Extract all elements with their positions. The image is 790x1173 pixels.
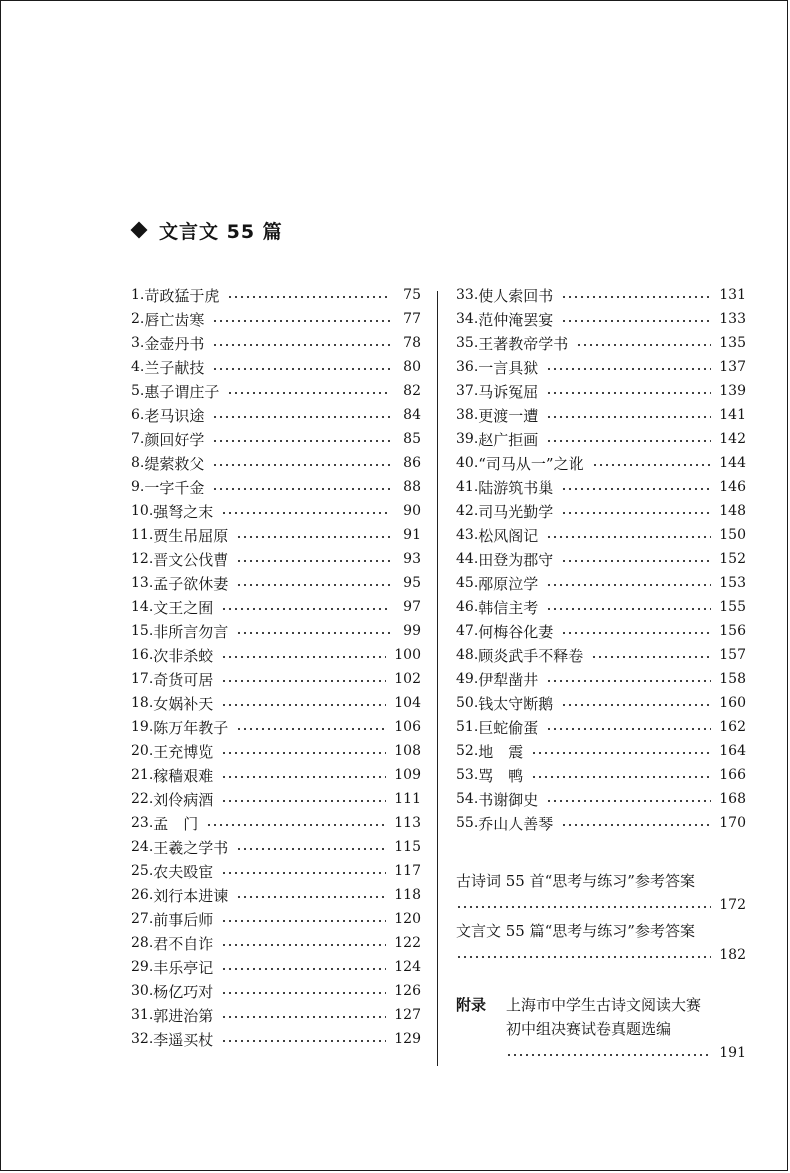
toc-entry-title: 陆游筑书巢 xyxy=(478,478,554,497)
toc-entry-title: 王充博览 xyxy=(153,742,214,761)
toc-entry-title: 杨亿巧对 xyxy=(153,982,214,1001)
toc-entry-number: 18. xyxy=(131,695,154,712)
toc-entry-page: 95 xyxy=(403,575,421,592)
toc-entry-number: 37. xyxy=(456,383,479,400)
toc-entry-number: 54. xyxy=(456,791,479,808)
toc-entry-page: 117 xyxy=(394,863,421,880)
dot-leader xyxy=(221,676,386,686)
toc-entry-title: 前事后师 xyxy=(153,910,214,929)
dot-leader xyxy=(561,316,711,326)
toc-entry-number: 12. xyxy=(131,551,154,568)
dot-leader xyxy=(212,364,391,374)
toc-entry-page: 155 xyxy=(719,599,746,616)
toc-entry[interactable] xyxy=(456,331,746,355)
dot-leader xyxy=(221,1012,386,1022)
toc-entry-page: 150 xyxy=(719,527,746,544)
toc-entry-title: 田登为郡守 xyxy=(478,550,554,569)
dot-leader xyxy=(212,340,391,350)
toc-entry-page: 82 xyxy=(403,383,421,400)
dot-leader xyxy=(561,508,711,518)
toc-entry-number: 19. xyxy=(131,719,154,736)
toc-entry[interactable] xyxy=(456,571,746,595)
dot-leader xyxy=(221,940,386,950)
toc-entry-number: 2. xyxy=(131,311,145,328)
toc-entry-number: 10. xyxy=(131,503,154,520)
toc-entry-page: 78 xyxy=(403,335,421,352)
toc-entry[interactable] xyxy=(131,979,421,1003)
dot-leader xyxy=(212,412,391,422)
toc-entry-page: 156 xyxy=(719,623,746,640)
answer-entry-title: 古诗词 55 首“思考与练习”参考答案 xyxy=(456,872,695,890)
toc-entry-title: 孟 门 xyxy=(153,814,199,833)
toc-entry-title: 唇亡齿寒 xyxy=(144,310,205,329)
section-heading xyxy=(131,216,283,244)
toc-entry-title: 晋文公伐曹 xyxy=(153,550,229,569)
toc-entry-page: 109 xyxy=(394,767,421,784)
dot-leader xyxy=(221,772,386,782)
toc-entry-number: 46. xyxy=(456,599,479,616)
dot-leader xyxy=(576,340,711,350)
toc-entry-number: 7. xyxy=(131,431,145,448)
toc-entry-title: 使人索回书 xyxy=(478,286,554,305)
toc-entry-number: 13. xyxy=(131,575,154,592)
answer-entry-page: 172 xyxy=(719,897,746,913)
toc-entry-page: 126 xyxy=(394,983,421,1000)
toc-entry-title: 李遥买杖 xyxy=(153,1030,214,1049)
toc-entry[interactable] xyxy=(456,451,746,475)
toc-entry-number: 30. xyxy=(131,983,154,1000)
dot-leader xyxy=(506,1050,711,1060)
toc-entry-page: 100 xyxy=(394,647,421,664)
toc-entry-title: 邴原泣学 xyxy=(478,574,539,593)
toc-entry-title: 农夫殴宦 xyxy=(153,862,214,881)
toc-entry-number: 52. xyxy=(456,743,479,760)
toc-entry-number: 5. xyxy=(131,383,145,400)
dot-leader xyxy=(531,748,711,758)
toc-entry-title: 文王之囿 xyxy=(153,598,214,617)
dot-leader xyxy=(236,724,386,734)
toc-entry-page: 137 xyxy=(719,359,746,376)
toc-entry-number: 24. xyxy=(131,839,154,856)
toc-entry-page: 120 xyxy=(394,911,421,928)
toc-entry-title: 更渡一遭 xyxy=(478,406,539,425)
toc-entry-number: 8. xyxy=(131,455,145,472)
toc-entry-title: 司马光勤学 xyxy=(478,502,554,521)
toc-entry-page: 91 xyxy=(403,527,421,544)
toc-entry-page: 148 xyxy=(719,503,746,520)
toc-entry[interactable] xyxy=(131,859,421,883)
dot-leader xyxy=(236,844,386,854)
toc-entry[interactable] xyxy=(456,355,746,379)
toc-entry-page: 153 xyxy=(719,575,746,592)
toc-entry-page: 99 xyxy=(403,623,421,640)
dot-leader xyxy=(456,952,711,962)
dot-leader xyxy=(221,796,386,806)
toc-entry[interactable] xyxy=(131,931,421,955)
toc-entry-number: 48. xyxy=(456,647,479,664)
toc-entry[interactable] xyxy=(456,595,746,619)
toc-entry-page: 162 xyxy=(719,719,746,736)
toc-entry-number: 27. xyxy=(131,911,154,928)
toc-entry-number: 31. xyxy=(131,1007,154,1024)
dot-leader xyxy=(206,820,386,830)
toc-entry-title: 骂 鸭 xyxy=(478,766,524,785)
dot-leader xyxy=(561,820,711,830)
toc-entry-title: 地 震 xyxy=(478,742,524,761)
dot-leader xyxy=(221,964,386,974)
toc-entry-number: 47. xyxy=(456,623,479,640)
toc-entry-title: 缇萦救父 xyxy=(144,454,205,473)
toc-entry[interactable] xyxy=(131,331,421,355)
toc-entry-number: 43. xyxy=(456,527,479,544)
toc-entry-number: 6. xyxy=(131,407,145,424)
dot-leader xyxy=(546,412,711,422)
toc-entry-title: 钱太守断鹅 xyxy=(478,694,554,713)
toc-entry-page: 118 xyxy=(394,887,421,904)
toc-entry[interactable] xyxy=(456,475,746,499)
toc-entry[interactable] xyxy=(131,1027,421,1051)
toc-entry-page: 97 xyxy=(403,599,421,616)
toc-entry[interactable] xyxy=(131,355,421,379)
toc-entry-page: 131 xyxy=(719,287,746,303)
toc-entry-title: 君不自诈 xyxy=(153,934,214,953)
toc-entry-number: 22. xyxy=(131,791,154,808)
toc-left-column xyxy=(131,283,421,1052)
toc-entry-title: 王著教帝学书 xyxy=(478,334,569,353)
dot-leader xyxy=(546,604,711,614)
toc-entry-number: 3. xyxy=(131,335,145,352)
toc-entry[interactable] xyxy=(456,307,746,331)
toc-entry-page: 129 xyxy=(394,1031,421,1048)
toc-entry-number: 38. xyxy=(456,407,479,424)
toc-entry[interactable] xyxy=(131,667,421,691)
toc-entry[interactable] xyxy=(456,403,746,427)
dot-leader xyxy=(227,388,391,398)
toc-entry[interactable] xyxy=(131,427,421,451)
toc-entry-page: 170 xyxy=(719,815,746,832)
dot-leader xyxy=(546,796,711,806)
toc-entry[interactable] xyxy=(456,643,746,667)
toc-entry-number: 44. xyxy=(456,551,479,568)
toc-entry-page: 124 xyxy=(394,959,421,976)
toc-entry-page: 122 xyxy=(394,935,421,952)
toc-entry-title: 刘行本进谏 xyxy=(153,886,229,905)
toc-entry-page: 102 xyxy=(394,671,421,688)
answer-entry[interactable] xyxy=(456,869,746,917)
dot-leader xyxy=(236,532,391,542)
toc-entry-number: 17. xyxy=(131,671,154,688)
toc-entry[interactable] xyxy=(131,739,421,763)
toc-entry-title: 松风阁记 xyxy=(478,526,539,545)
dot-leader xyxy=(212,436,391,446)
toc-entry[interactable] xyxy=(131,595,421,619)
toc-entry-number: 45. xyxy=(456,575,479,592)
toc-entry[interactable] xyxy=(456,427,746,451)
dot-leader xyxy=(221,1036,386,1046)
dot-leader xyxy=(212,484,391,494)
toc-entry-number: 53. xyxy=(456,767,479,784)
toc-entry-page: 160 xyxy=(719,695,746,712)
toc-entry-page: 106 xyxy=(394,719,421,736)
appendix-page: 191 xyxy=(719,1045,746,1061)
toc-entry-page: 152 xyxy=(719,551,746,568)
toc-entry-title: 书谢御史 xyxy=(478,790,539,809)
toc-entry[interactable] xyxy=(456,691,746,715)
toc-entry[interactable] xyxy=(131,307,421,331)
toc-entry-page: 111 xyxy=(394,791,421,808)
dot-leader xyxy=(592,460,712,470)
toc-entry-title: 一言具狱 xyxy=(478,358,539,377)
toc-entry-title: 一字千金 xyxy=(144,478,205,497)
toc-entry-title: 赵广拒画 xyxy=(478,430,539,449)
toc-entry-title: 丰乐亭记 xyxy=(153,958,214,977)
dot-leader xyxy=(221,604,391,614)
dot-leader xyxy=(561,484,711,494)
toc-entry-number: 55. xyxy=(456,815,479,832)
toc-entry-title: 顾炎武手不释卷 xyxy=(478,646,584,665)
toc-entry-title: 苛政猛于虎 xyxy=(144,286,220,305)
dot-leader xyxy=(591,652,711,662)
toc-entry-number: 51. xyxy=(456,719,479,736)
toc-right-column xyxy=(456,283,746,835)
toc-entry[interactable] xyxy=(456,619,746,643)
toc-entry-title: 刘伶病酒 xyxy=(153,790,214,809)
dot-leader xyxy=(236,892,386,902)
toc-entry[interactable] xyxy=(131,523,421,547)
dot-leader xyxy=(546,388,711,398)
appendix-label: 附录 xyxy=(456,996,487,1014)
toc-entry-title: 强弩之末 xyxy=(153,502,214,521)
toc-entry-number: 42. xyxy=(456,503,479,520)
toc-entry[interactable] xyxy=(131,451,421,475)
toc-entry-title: 郭进治第 xyxy=(153,1006,214,1025)
toc-entry-title: 巨蛇偷蛋 xyxy=(478,718,539,737)
dot-leader xyxy=(221,700,386,710)
dot-leader xyxy=(212,460,391,470)
toc-entry[interactable] xyxy=(456,379,746,403)
answer-entry-title: 文言文 55 篇“思考与练习”参考答案 xyxy=(456,922,695,940)
toc-entry[interactable] xyxy=(456,739,746,763)
toc-entry-title: 马诉冤屈 xyxy=(478,382,539,401)
toc-entry-number: 40. xyxy=(456,455,479,472)
dot-leader xyxy=(546,676,711,686)
dot-leader xyxy=(236,628,391,638)
toc-entry-number: 4. xyxy=(131,359,145,376)
appendix-entry[interactable] xyxy=(456,993,746,1065)
toc-entry[interactable] xyxy=(131,283,421,307)
toc-entry-page: 158 xyxy=(719,671,746,688)
toc-entry[interactable] xyxy=(131,715,421,739)
toc-entry-page: 108 xyxy=(394,743,421,760)
toc-entry-number: 36. xyxy=(456,359,479,376)
toc-entry-number: 35. xyxy=(456,335,479,352)
toc-entry-page: 86 xyxy=(403,455,421,472)
toc-entry-number: 1. xyxy=(131,287,145,303)
toc-entry[interactable] xyxy=(131,499,421,523)
dot-leader xyxy=(221,868,386,878)
toc-entry[interactable] xyxy=(131,403,421,427)
toc-entry-title: 韩信主考 xyxy=(478,598,539,617)
toc-entry-page: 127 xyxy=(394,1007,421,1024)
toc-entry-title: 贾生吊屈原 xyxy=(153,526,229,545)
toc-entry[interactable] xyxy=(131,1003,421,1027)
toc-entry-title: 惠子谓庄子 xyxy=(144,382,220,401)
dot-leader xyxy=(212,316,391,326)
toc-entry[interactable] xyxy=(456,547,746,571)
answer-entry-page: 182 xyxy=(719,947,746,963)
toc-entry-title: 奇货可居 xyxy=(153,670,214,689)
toc-entry-title: 范仲淹罢宴 xyxy=(478,310,554,329)
toc-entry[interactable] xyxy=(456,499,746,523)
toc-entry[interactable] xyxy=(131,619,421,643)
toc-entry[interactable] xyxy=(456,787,746,811)
toc-entry-page: 157 xyxy=(719,647,746,664)
toc-entry[interactable] xyxy=(131,475,421,499)
toc-entry-page: 146 xyxy=(719,479,746,496)
dot-leader xyxy=(227,292,391,302)
dot-leader xyxy=(561,628,711,638)
toc-entry[interactable] xyxy=(131,811,421,835)
toc-entry-title: 伊犁凿井 xyxy=(478,670,539,689)
toc-entry-number: 23. xyxy=(131,815,154,832)
toc-entry-number: 41. xyxy=(456,479,479,496)
toc-entry-page: 133 xyxy=(719,311,746,328)
dot-leader xyxy=(456,902,711,912)
toc-entry-title: 兰子献技 xyxy=(144,358,205,377)
toc-entry-page: 77 xyxy=(403,311,421,328)
dot-leader xyxy=(546,724,711,734)
toc-entry-page: 142 xyxy=(719,431,746,448)
toc-entry-title: 稼穑艰难 xyxy=(153,766,214,785)
dot-leader xyxy=(561,292,711,302)
toc-entry-page: 80 xyxy=(403,359,421,376)
toc-entry-title: 颜回好学 xyxy=(144,430,205,449)
dot-leader xyxy=(531,772,711,782)
toc-entry-number: 39. xyxy=(456,431,479,448)
dot-leader xyxy=(546,436,711,446)
toc-entry[interactable] xyxy=(456,763,746,787)
dot-leader xyxy=(221,916,386,926)
section-title: 文言文 55 篇 xyxy=(159,220,283,243)
toc-entry-number: 16. xyxy=(131,647,154,664)
toc-entry-page: 113 xyxy=(394,815,421,832)
toc-entry-page: 75 xyxy=(403,287,421,303)
toc-entry-number: 50. xyxy=(456,695,479,712)
toc-entry-page: 164 xyxy=(719,743,746,760)
toc-entry[interactable] xyxy=(456,523,746,547)
toc-entry[interactable] xyxy=(131,835,421,859)
toc-entry-page: 88 xyxy=(403,479,421,496)
toc-entry-number: 20. xyxy=(131,743,154,760)
toc-entry[interactable] xyxy=(131,907,421,931)
toc-entry-number: 11. xyxy=(131,527,154,544)
toc-entry-page: 139 xyxy=(719,383,746,400)
answer-entry[interactable] xyxy=(456,919,746,967)
dot-leader xyxy=(546,580,711,590)
toc-entry-title: 孟子欲休妻 xyxy=(153,574,229,593)
appendix-title-line1: 上海市中学生古诗文阅读大赛 xyxy=(506,996,702,1014)
toc-entry-page: 141 xyxy=(719,407,746,424)
dot-leader xyxy=(221,748,386,758)
toc-entry-page: 115 xyxy=(394,839,421,856)
dot-leader xyxy=(236,580,391,590)
toc-entry-number: 21. xyxy=(131,767,154,784)
toc-entry-number: 32. xyxy=(131,1031,154,1048)
dot-leader xyxy=(561,700,711,710)
toc-entry[interactable] xyxy=(456,667,746,691)
toc-entry-number: 49. xyxy=(456,671,479,688)
toc-entry-number: 33. xyxy=(456,287,479,303)
column-divider xyxy=(437,291,438,1066)
dot-leader xyxy=(221,988,386,998)
toc-entry-number: 9. xyxy=(131,479,145,496)
toc-entry[interactable] xyxy=(456,811,746,835)
dot-leader xyxy=(236,556,391,566)
toc-entry-number: 28. xyxy=(131,935,154,952)
diamond-bullet-icon xyxy=(131,222,148,239)
toc-entry-page: 144 xyxy=(719,455,746,472)
toc-entry-title: 何梅谷化妻 xyxy=(478,622,554,641)
toc-entry-page: 166 xyxy=(719,767,746,784)
toc-entry[interactable] xyxy=(131,547,421,571)
toc-entry-title: 金壶丹书 xyxy=(144,334,205,353)
toc-entry[interactable] xyxy=(456,715,746,739)
toc-entry-title: 非所言勿言 xyxy=(153,622,229,641)
toc-entry-page: 85 xyxy=(403,431,421,448)
toc-entry-title: “司马从一”之讹 xyxy=(478,454,584,473)
toc-entry[interactable] xyxy=(131,763,421,787)
toc-entry-page: 84 xyxy=(403,407,421,424)
dot-leader xyxy=(546,532,711,542)
toc-entry[interactable] xyxy=(131,883,421,907)
toc-entry[interactable] xyxy=(456,283,746,307)
dot-leader xyxy=(561,556,711,566)
toc-entry[interactable] xyxy=(131,691,421,715)
toc-entry-title: 女娲补天 xyxy=(153,694,214,713)
toc-entry-number: 26. xyxy=(131,887,154,904)
toc-entry-title: 乔山人善琴 xyxy=(478,814,554,833)
toc-entry[interactable] xyxy=(131,955,421,979)
toc-entry-number: 14. xyxy=(131,599,154,616)
dot-leader xyxy=(221,508,391,518)
toc-entry-title: 次非杀蛟 xyxy=(153,646,214,665)
toc-entry-title: 老马识途 xyxy=(144,406,205,425)
toc-entry-number: 25. xyxy=(131,863,154,880)
toc-entry-number: 15. xyxy=(131,623,154,640)
appendix-title-line2: 初中组决赛试卷真题选编 xyxy=(506,1020,672,1038)
toc-entry-number: 34. xyxy=(456,311,479,328)
toc-entry-page: 135 xyxy=(719,335,746,352)
toc-entry-page: 90 xyxy=(403,503,421,520)
toc-entry-number: 29. xyxy=(131,959,154,976)
dot-leader xyxy=(546,364,711,374)
toc-entry[interactable] xyxy=(131,379,421,403)
toc-entry-page: 104 xyxy=(394,695,421,712)
toc-entry-title: 陈万年教子 xyxy=(153,718,229,737)
toc-entry[interactable] xyxy=(131,787,421,811)
toc-entry-page: 168 xyxy=(719,791,746,808)
dot-leader xyxy=(221,652,386,662)
toc-entry-title: 王羲之学书 xyxy=(153,838,229,857)
toc-entry[interactable] xyxy=(131,643,421,667)
toc-entry[interactable] xyxy=(131,571,421,595)
toc-entry-page: 93 xyxy=(403,551,421,568)
